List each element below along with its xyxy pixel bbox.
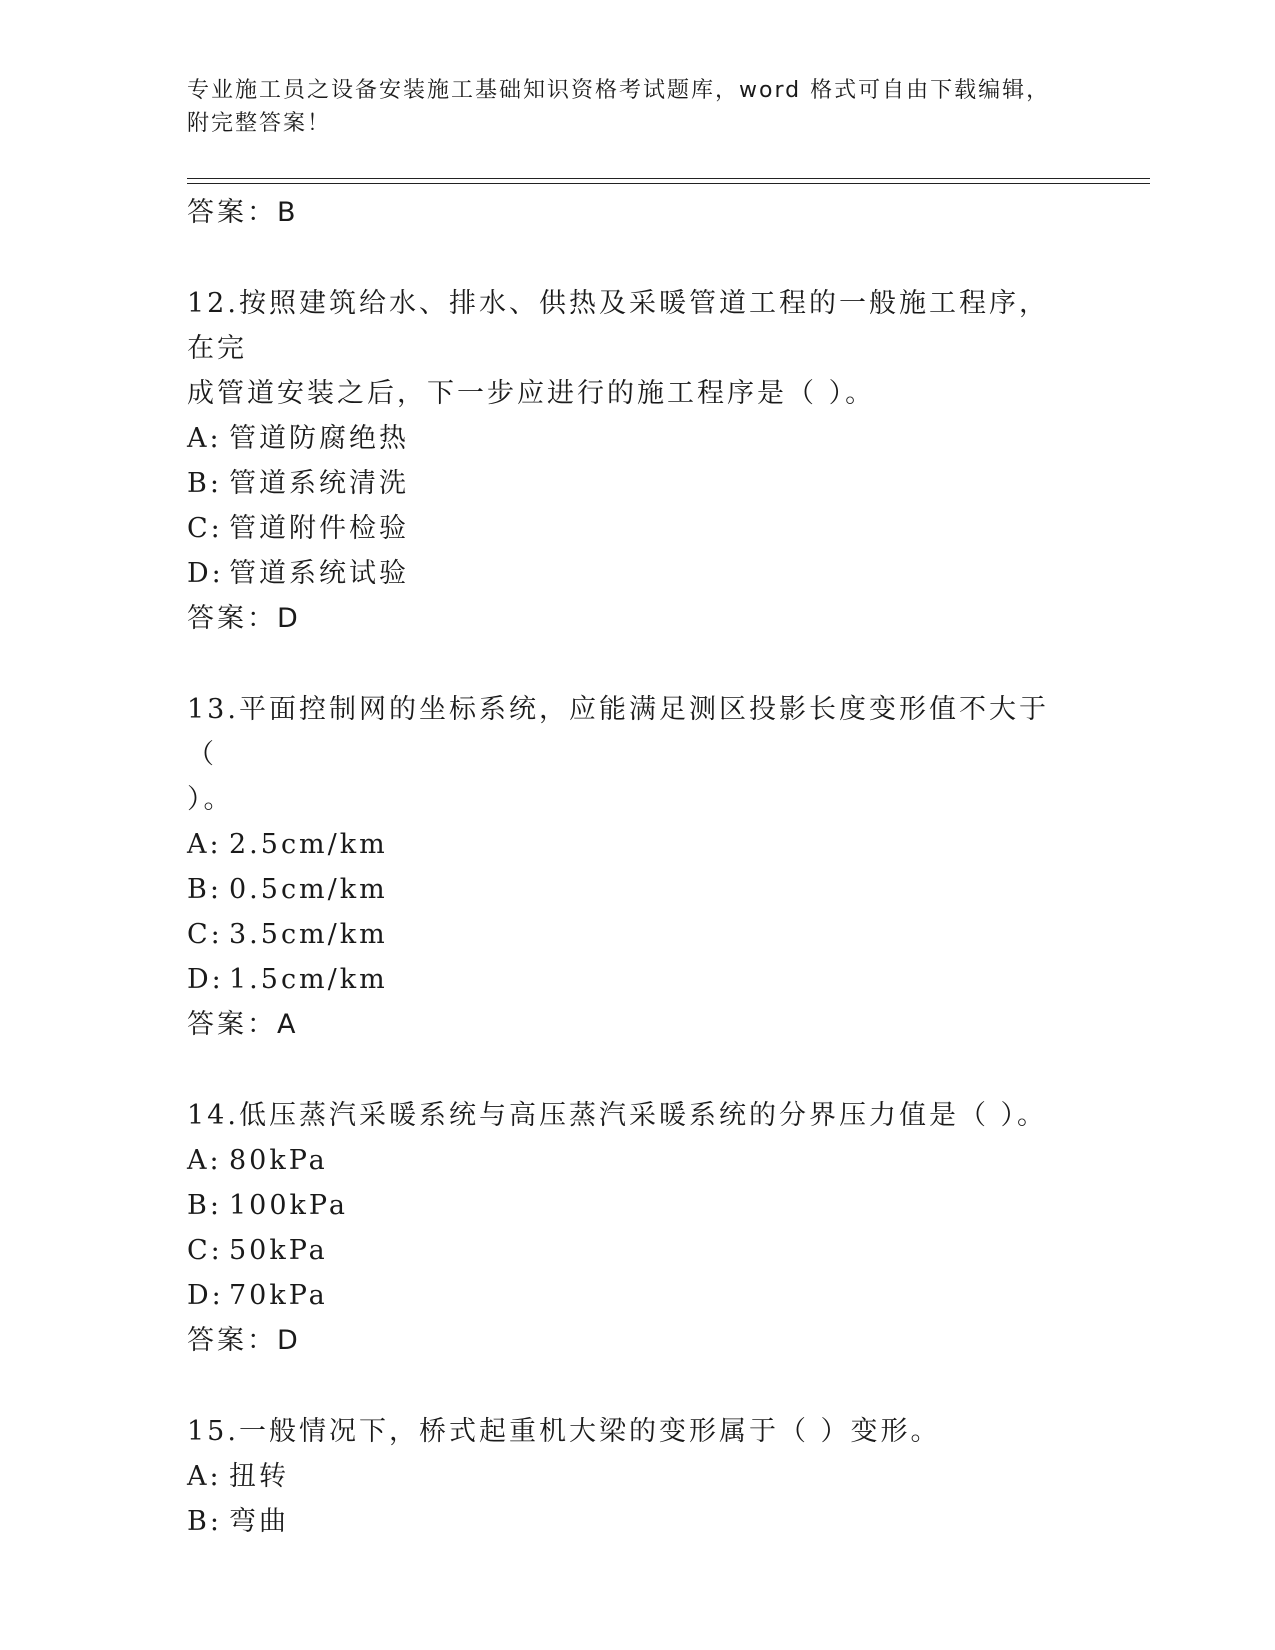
question-14 [187,1093,1087,1363]
header-line-1: 专业施工员之设备安装施工基础知识资格考试题库，word 格式可自由下载编辑， [187,78,1051,103]
option-b: B: 0.5cm/km [187,874,388,905]
question-stem-line: 15.一般情况下，桥式起重机大梁的变形属于（ ）变形。 [187,1416,941,1447]
header-divider-bottom [187,183,1150,184]
option-b: B: 100kPa [187,1190,348,1221]
option-c: C: 50kPa [187,1235,328,1266]
question-list [187,190,1087,1544]
option-a: A: 管道防腐绝热 [187,423,409,454]
option-d: D: 1.5cm/km [187,964,388,995]
question-stem-line: 14.低压蒸汽采暖系统与高压蒸汽采暖系统的分界压力值是（ ）。 [187,1100,1048,1131]
option-d: D: 70kPa [187,1280,328,1311]
question-stem-line: 成管道安装之后，下一步应进行的施工程序是（ ）。 [187,378,876,409]
header-divider-top [187,178,1150,179]
answer-line: 答案：D [187,1325,301,1356]
question-13 [187,687,1087,1047]
previous-answer: 答案：B [187,197,299,228]
question-12 [187,281,1087,641]
option-c: C: 3.5cm/km [187,919,388,950]
option-a: A: 80kPa [187,1145,328,1176]
answer-line: 答案：D [187,603,301,634]
document-header [187,74,1087,140]
option-a: A: 扭转 [187,1461,289,1492]
header-line-2: 附完整答案！ [187,111,332,136]
option-b: B: 管道系统清洗 [187,468,409,499]
question-15 [187,1409,1087,1544]
option-c: C: 管道附件检验 [187,513,409,544]
option-d: D: 管道系统试验 [187,558,409,589]
option-b: B: 弯曲 [187,1506,289,1537]
answer-line: 答案：A [187,1009,299,1040]
question-stem-line: 13.平面控制网的坐标系统，应能满足测区投影长度变形值不大于（ [187,694,1049,770]
question-stem-line: 12.按照建筑给水、排水、供热及采暖管道工程的一般施工程序，在完 [187,288,1049,364]
question-stem-line: ）。 [187,784,234,815]
option-a: A: 2.5cm/km [187,829,388,860]
